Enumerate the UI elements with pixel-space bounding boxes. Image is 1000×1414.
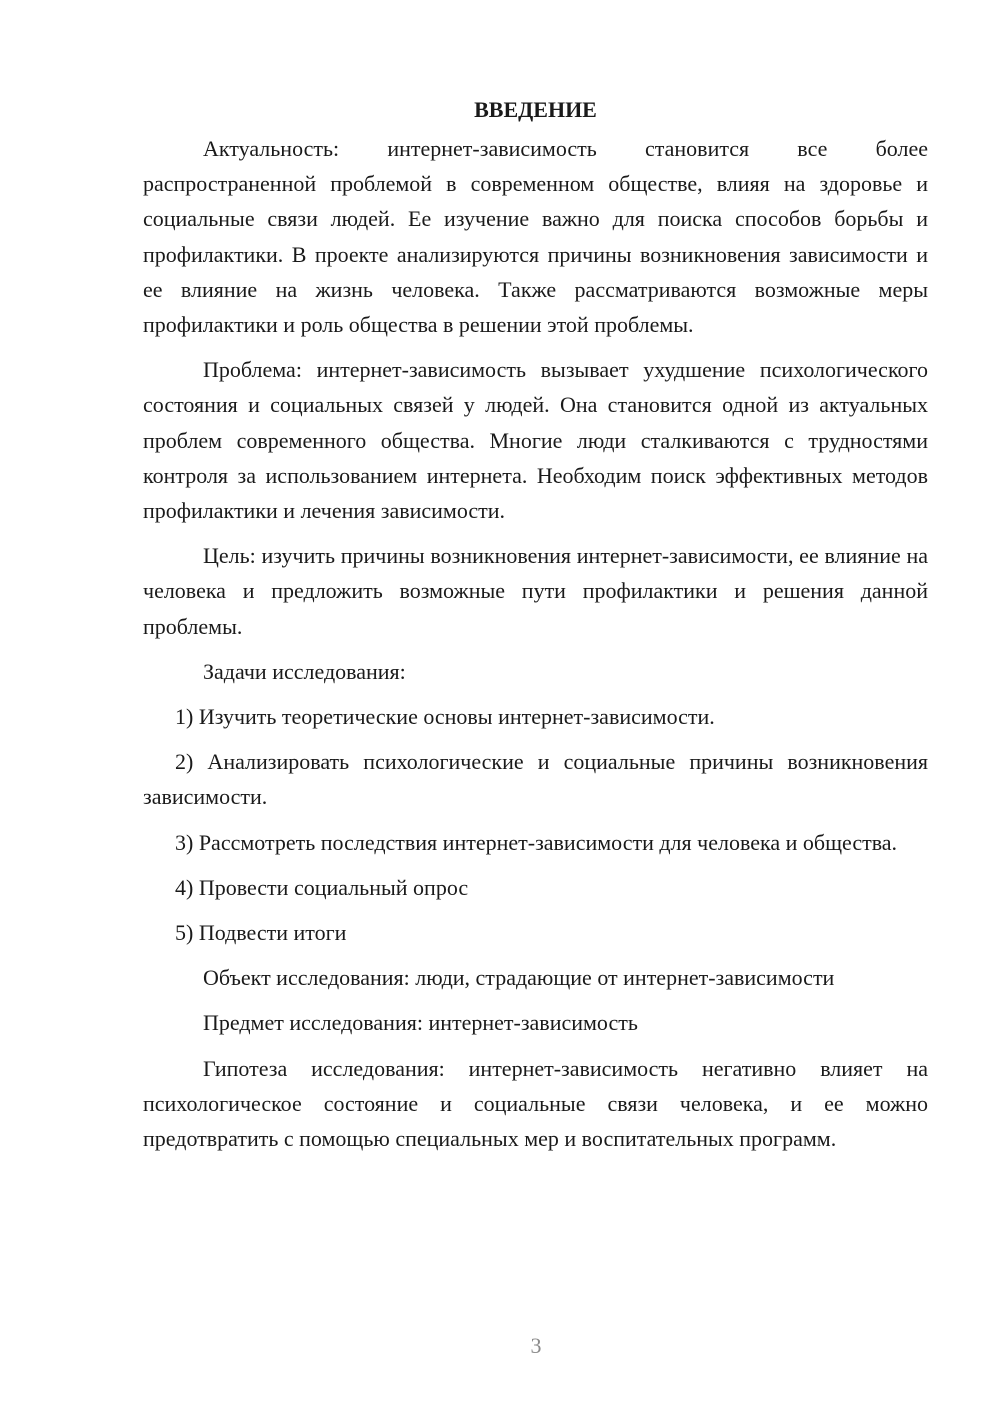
page-number: 3 (530, 1333, 542, 1358)
task-item-5: 5) Подвести итоги (175, 920, 347, 946)
task-item-4: 4) Провести социальный опрос (175, 874, 469, 900)
task-item-2: 2) Анализировать психологические и социальные причины возникновения зависимости. (143, 749, 928, 810)
problem-paragraph: Проблема: интернет-зависимость вызывает ухудшение психологического состояния и социальных связей у людей. Она становится одной из актуальных проблем современного общества. Многие люди сталкиваются с трудностями контроля за использованием интернета. Необходим поиск эффективных методов профилактики и лечения зависимости. (143, 357, 928, 524)
tasks-heading: Задачи исследования: (203, 658, 406, 684)
task-item-3: 3) Рассмотреть последствия интернет-зависимости для человека и общества. (175, 829, 898, 855)
research-object: Объект исследования: люди, страдающие от интернет-зависимости (203, 965, 835, 991)
relevance-paragraph: Актуальность: интернет-зависимость становится все более распространенной проблемой в современном обществе, влияя на здоровье и социальные связи людей. Ее изучение важно для поиска способов борьбы и профилактики. В проекте анализируются причины возникновения зависимости и ее влияние на жизнь человека. Также рассматриваются возможные меры профилактики и роль общества в решении этой проблемы. (143, 136, 928, 338)
task-item-1: 1) Изучить теоретические основы интернет-зависимости. (175, 704, 715, 730)
goal-paragraph: Цель: изучить причины возникновения интернет-зависимости, ее влияние на человека и предложить возможные пути профилактики и решения данной проблемы. (143, 543, 928, 639)
research-subject: Предмет исследования: интернет-зависимость (203, 1010, 638, 1036)
document-title: ВВЕДЕНИЕ (474, 97, 597, 122)
hypothesis-paragraph: Гипотеза исследования: интернет-зависимость негативно влияет на психологическое состояние и социальные связи человека, и ее можно предотвратить с помощью специальных мер и воспитательных программ. (143, 1055, 928, 1152)
document-page (143, 95, 928, 1166)
